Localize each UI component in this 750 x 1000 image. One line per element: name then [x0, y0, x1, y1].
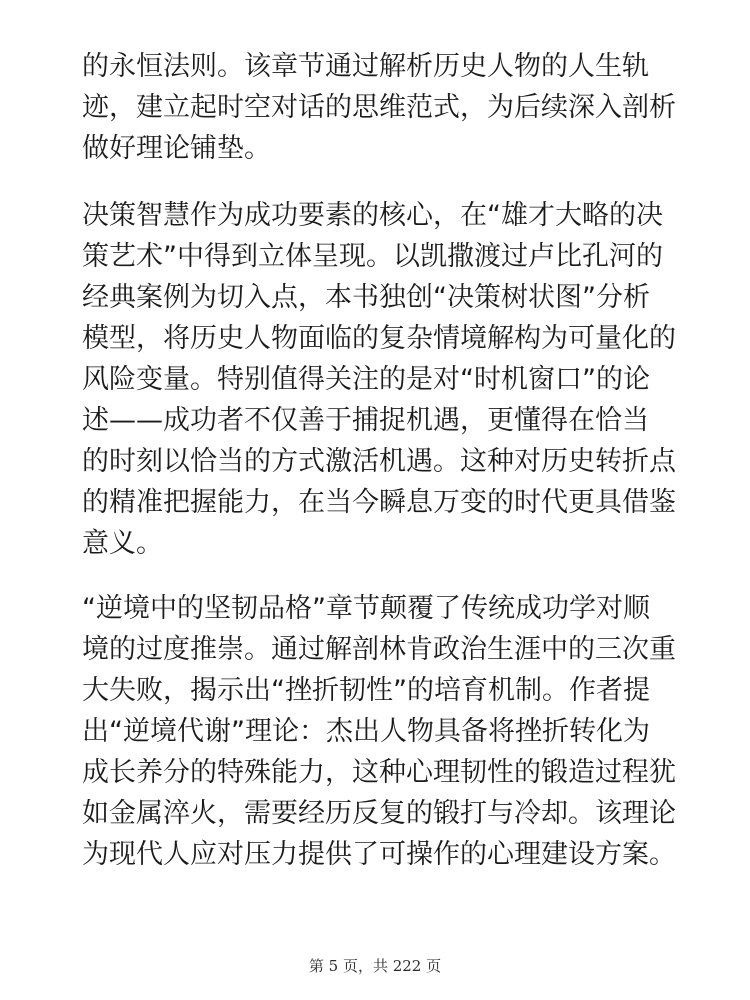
paragraph	[82, 588, 676, 875]
text-line: 述——成功者不仅善于捕捉机遇，更懂得在恰当	[82, 405, 649, 436]
text-line: “逆境中的坚韧品格”章节颠覆了传统成功学对顺	[82, 593, 650, 624]
text-line: 风险变量。特别值得关注的是对“时机窗口”的论	[82, 364, 650, 395]
page-number-footer: 第 5 页，共 222 页	[308, 957, 442, 975]
text-line: 做好理论铺垫。	[82, 133, 271, 164]
text-line: 策艺术”中得到立体呈现。以凯撒渡过卢比孔河的	[82, 241, 663, 272]
text-line: 的永恒法则。该章节通过解析历史人物的人生轨	[82, 51, 649, 82]
paragraph	[82, 195, 676, 564]
text-line: 如金属淬火，需要经历反复的锻打与冷却。该理论	[82, 798, 676, 829]
text-line: 为现代人应对压力提供了可操作的心理建设方案。	[82, 839, 676, 870]
text-line: 的精准把握能力，在当今瞬息万变的时代更具借鉴	[82, 487, 676, 518]
paragraph-spacing	[82, 564, 672, 588]
text-line: 决策智慧作为成功要素的核心，在“雄才大略的决	[82, 200, 663, 231]
text-line: 经典案例为切入点，本书独创“决策树状图”分析	[82, 282, 650, 313]
document-body	[82, 46, 676, 875]
paragraph	[82, 46, 676, 169]
text-line: 出“逆境代谢”理论：杰出人物具备将挫折转化为	[82, 716, 650, 747]
paragraph-spacing	[82, 169, 672, 195]
text-line: 意义。	[82, 528, 163, 559]
text-line: 大失败，揭示出“挫折韧性”的培育机制。作者提	[82, 675, 650, 706]
text-line: 成长养分的特殊能力，这种心理韧性的锻造过程犹	[82, 757, 676, 788]
text-line: 的时刻以恰当的方式激活机遇。这种对历史转折点	[82, 446, 676, 477]
text-line: 迹，建立起时空对话的思维范式，为后续深入剖析	[82, 92, 676, 123]
text-line: 模型，将历史人物面临的复杂情境解构为可量化的	[82, 323, 676, 354]
text-line: 境的过度推崇。通过解剖林肯政治生涯中的三次重	[82, 634, 676, 665]
